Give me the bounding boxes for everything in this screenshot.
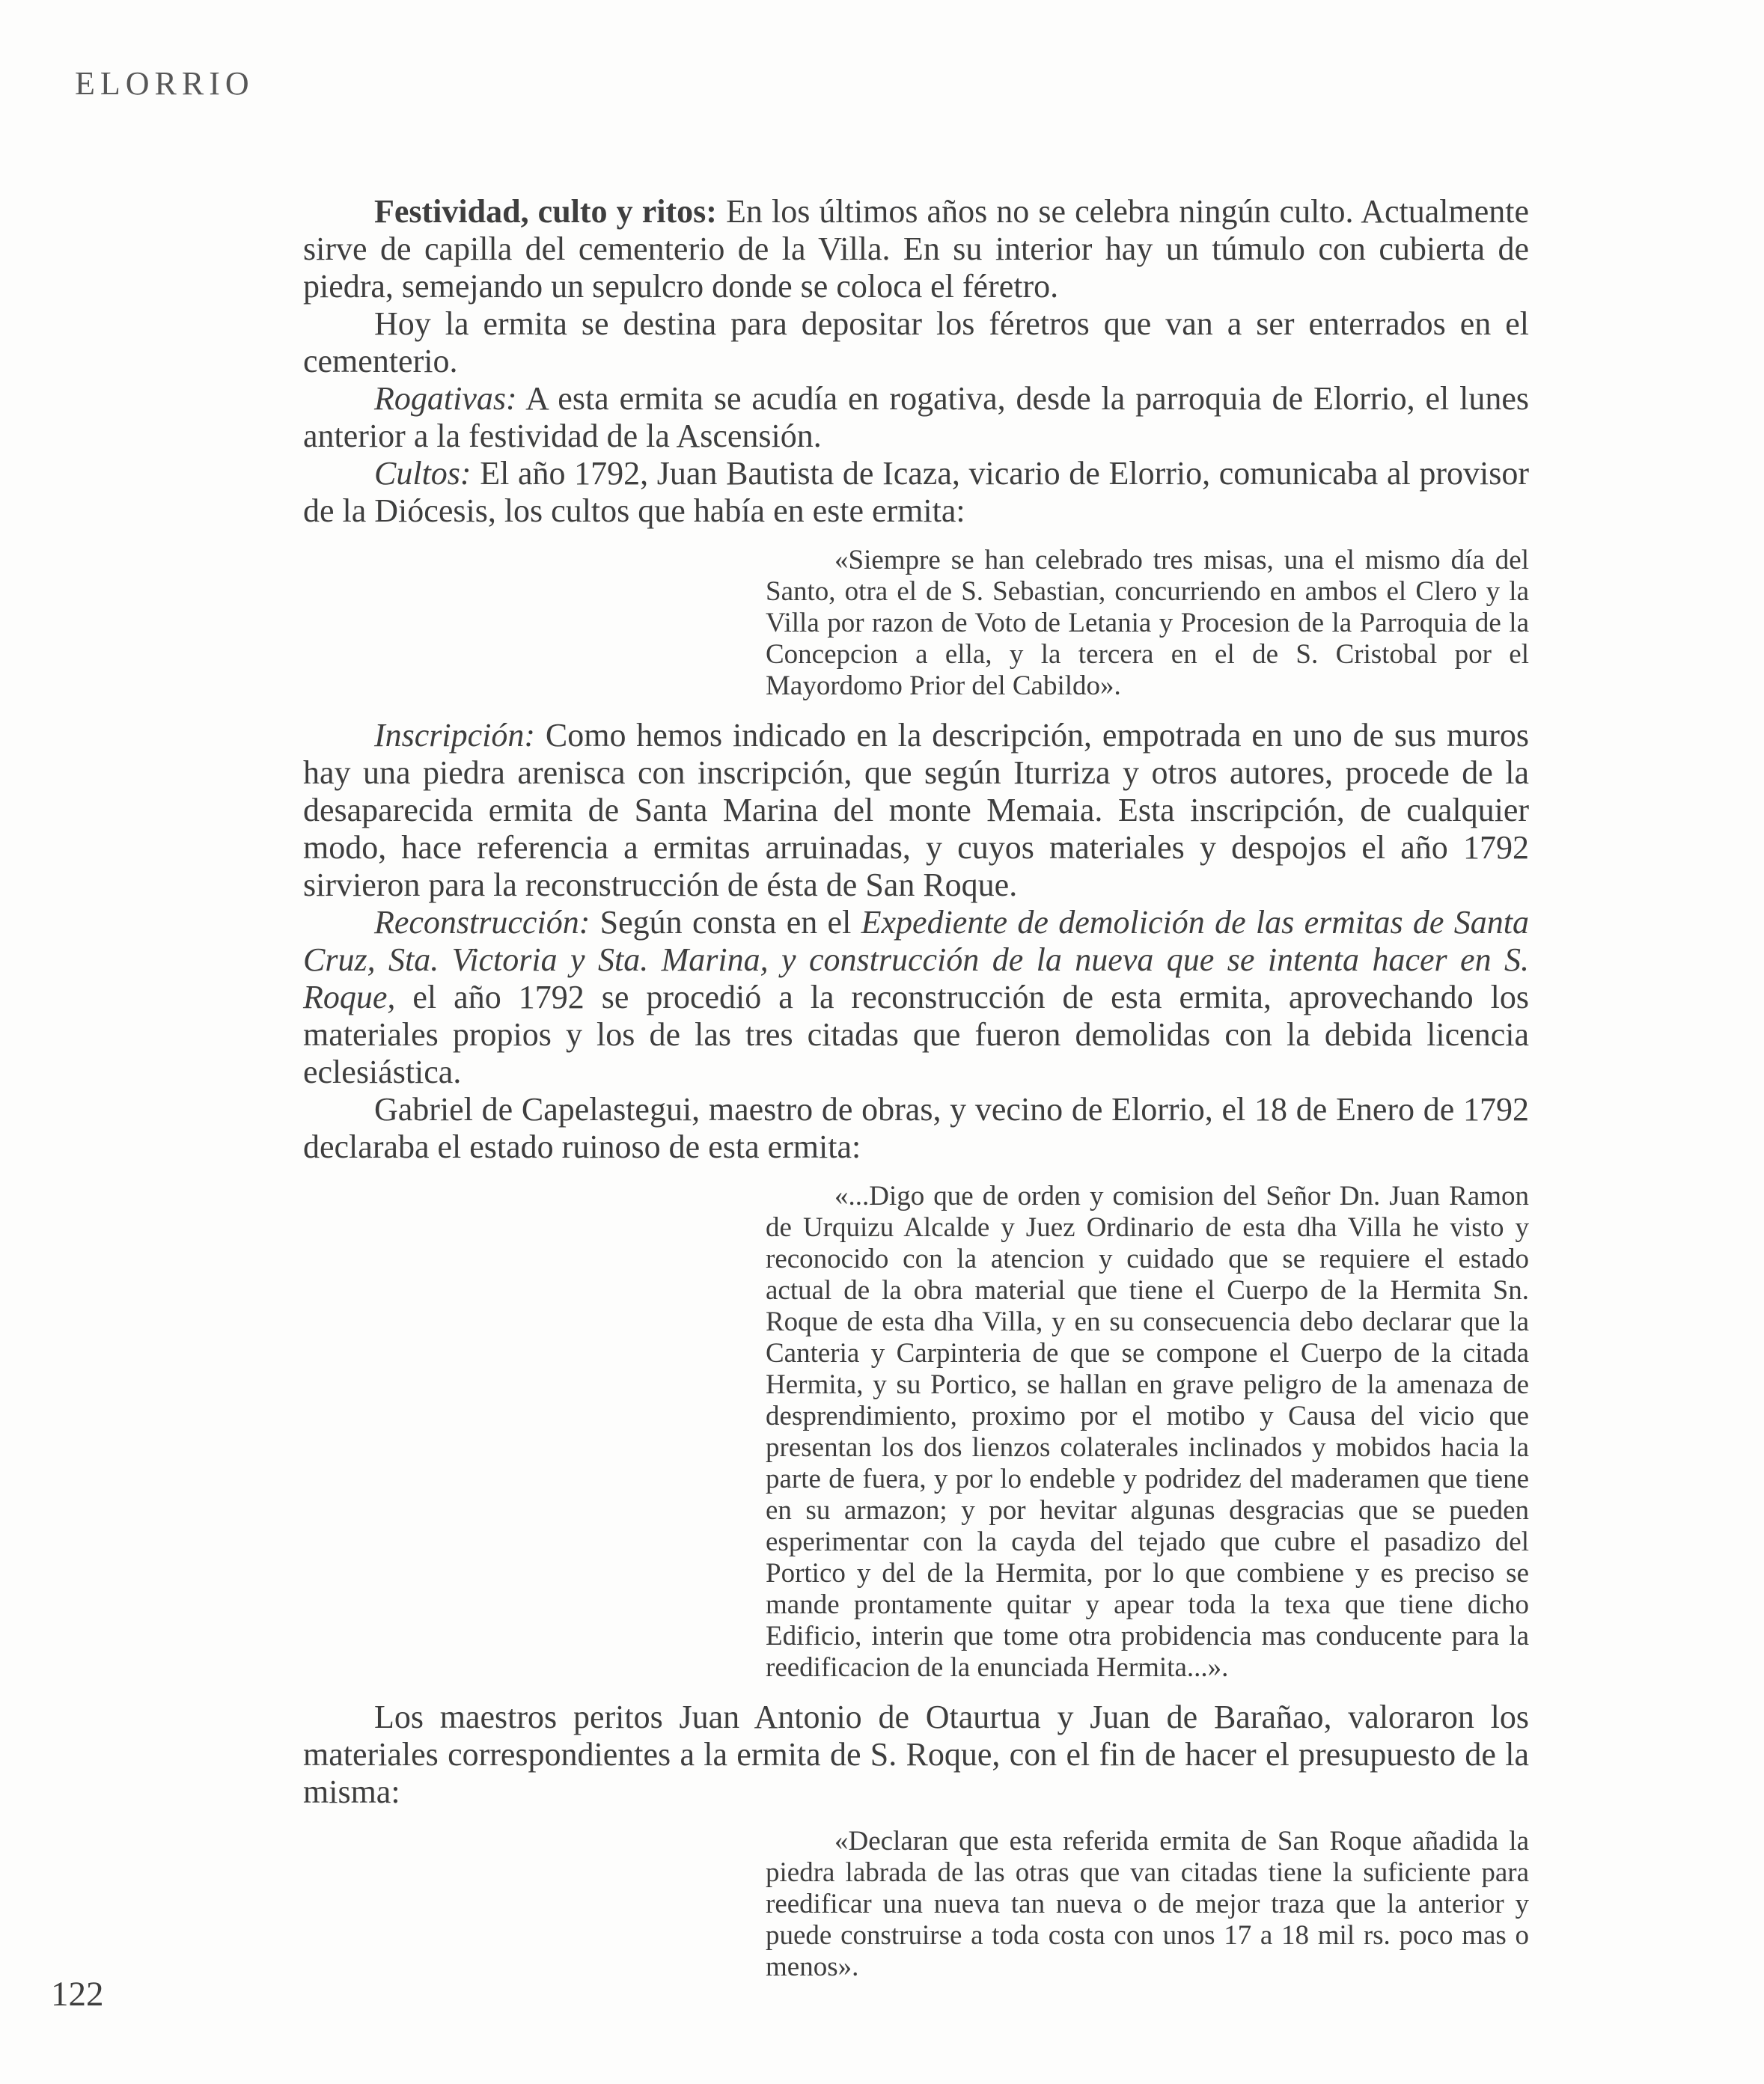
text-segment-bold: Festividad, culto y ritos:: [374, 193, 717, 230]
running-header: ELORRIO: [75, 65, 254, 102]
text-segment-normal: Según consta en el: [590, 904, 861, 941]
block-quote: [766, 1826, 1529, 1983]
block-quote: [766, 1181, 1529, 1684]
text-segment-normal: «Declaran que esta referida ermita de San Roque añadida la piedra labrada de las otras que van citadas tiene la suficiente para reedificar una nueva tan nueva o de mejor traza que la anterior y puede construirse a toda costa con unos 17 a 18 mil rs. poco mas o menos».: [766, 1826, 1529, 1982]
text-segment-normal: «...Digo que de orden y comision del Señor Dn. Juan Ramon de Urquizu Alcalde y Juez Ordinario de esta dha Villa he visto y reconocido con la atencion y cuidado que se requiere el estado actual de la obra material que tiene el Cuerpo de la Hermita Sn. Roque de esta dha Villa, y en su consecuencia debo declarar que la Canteria y Carpinteria de que se compone el Cuerpo de la citada Hermita, y su Portico, se hallan en grave peligro de la amenaza de desprendimiento, proximo por el motibo y Causa del vicio que presentan los dos lienzos colaterales inclinados y mobidos hacia la parte de fuera, y por lo endeble y podridez del maderamen que tiene en su armazon; y por hevitar algunas desgracias que se pueden esperimentar con la cayda del tejado que cubre el pasadizo del Portico y del de la Hermita, por lo que combiene y es preciso se mande prontamente quitar y apear toda la texa que tiene dicho Edificio, interin que tome otra probidencia mas conducente para la reedificacion de la enunciada Hermita...».: [766, 1181, 1529, 1683]
text-segment-normal: A esta ermita se acudía en rogativa, desde la parroquia de Elorrio, el lunes anterior a la festividad de la Ascensión.: [303, 380, 1529, 454]
body-paragraph: [303, 455, 1529, 530]
text-segment-italic: Rogativas:: [374, 380, 517, 417]
body-paragraph: [303, 904, 1529, 1091]
body-paragraph: [303, 380, 1529, 455]
text-segment-normal: «Siempre se han celebrado tres misas, una el mismo día del Santo, otra el de S. Sebastian, concurriendo en ambos el Clero y la Villa por razon de Voto de Letania y Procesion de la Parroquia de la Concepcion a ella, y la tercera en el de S. Cristobal por el Mayordomo Prior del Cabildo».: [766, 545, 1529, 701]
body-paragraph: [303, 305, 1529, 380]
body-paragraph: [303, 193, 1529, 305]
text-segment-normal: El año 1792, Juan Bautista de Icaza, vicario de Elorrio, comunicaba al provisor de la Diócesis, los cultos que había en este ermita:: [303, 455, 1529, 529]
text-segment-italic: Cultos:: [374, 455, 471, 492]
block-quote: [766, 545, 1529, 702]
body-paragraph: [303, 1091, 1529, 1166]
text-segment-normal: el año 1792 se procedió a la reconstrucción de esta ermita, aprovechando los materiales propios y los de las tres citadas que fueron demolidas con la debida licencia eclesiástica.: [303, 979, 1529, 1090]
body-paragraph: [303, 1699, 1529, 1811]
text-segment-normal: En los últimos años no se celebra ningún culto. Actualmente sirve de capilla del cementerio de la Villa. En su interior hay un túmulo con cubierta de piedra, semejando un sepulcro donde se coloca el féretro.: [303, 193, 1529, 305]
text-segment-normal: Como hemos indicado en la descripción, empotrada en uno de sus muros hay una piedra arenisca con inscripción, que según Iturriza y otros autores, procede de la desaparecida ermita de Santa Marina del monte Memaia. Esta inscripción, de cualquier modo, hace referencia a ermitas arruinadas, y cuyos materiales y despojos el año 1792 sirvieron para la reconstrucción de ésta de San Roque.: [303, 717, 1529, 903]
text-segment-normal: Los maestros peritos Juan Antonio de Otaurtua y Juan de Barañao, valoraron los materiales correspondientes a la ermita de S. Roque, con el fin de hacer el presupuesto de la misma:: [303, 1699, 1529, 1810]
page-number: 122: [51, 1975, 104, 2014]
text-segment-normal: Gabriel de Capelastegui, maestro de obras, y vecino de Elorrio, el 18 de Enero de 1792 declaraba el estado ruinoso de esta ermita:: [303, 1091, 1529, 1165]
text-segment-italic: Inscripción:: [374, 717, 536, 754]
body-paragraph: [303, 717, 1529, 904]
text-column: [303, 193, 1529, 1998]
text-segment-normal: Hoy la ermita se destina para depositar los féretros que van a ser enterrados en el cementerio.: [303, 305, 1529, 379]
text-segment-italic: Expediente de demolición de las ermitas de Santa Cruz, Sta. Victoria y Sta. Marina, y construcción de la nueva que se intenta hacer en S. Roque,: [303, 904, 1529, 1015]
text-segment-italic: Reconstrucción:: [374, 904, 590, 941]
